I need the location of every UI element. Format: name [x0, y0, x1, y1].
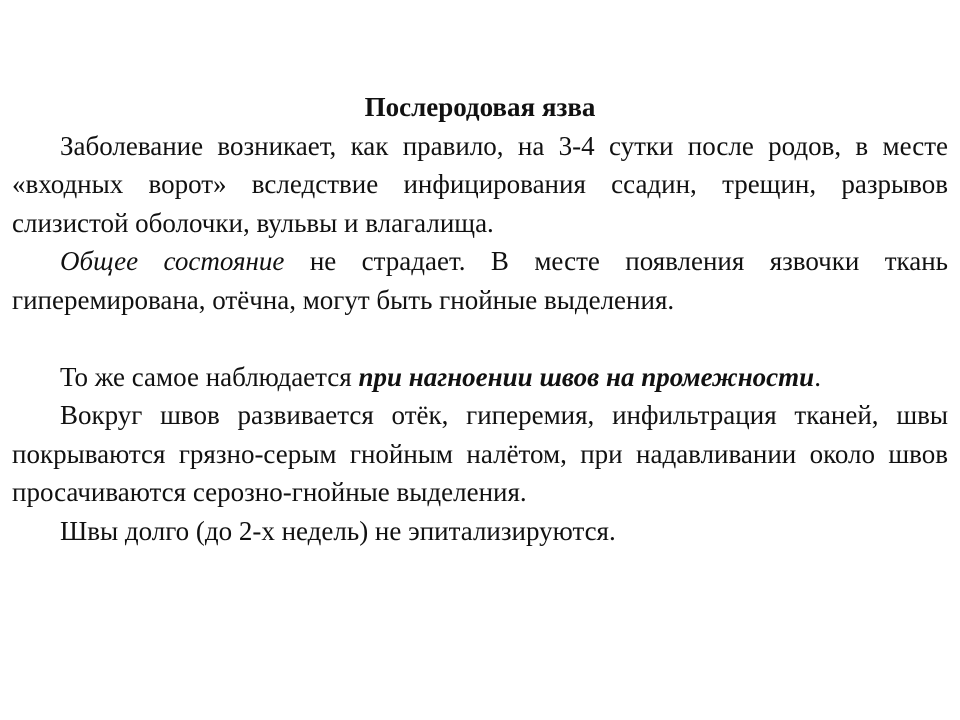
suture-emphasis: при нагноении швов на промежности	[358, 361, 815, 392]
spacer	[12, 319, 948, 358]
general-state-italic: Общее состояние	[60, 246, 285, 276]
paragraph-ulcer-onset: Заболевание возникает, как правило, на 3-4 сутки после родов, в месте «входных ворот» вследствие инфицирования ссадин, трещин, разрывов слизистой оболочки, вульвы и влагалища.	[12, 130, 948, 238]
paragraph-suture-symptoms: Вокруг швов развивается отёк, гиперемия, инфильтрация тканей, швы покрываются грязно-серым гнойным налётом, при надавливании около швов просачиваются серозно-гнойные выделения.	[12, 400, 948, 507]
suture-lead-text: То же самое наблюдается	[60, 361, 359, 392]
suture-tail: .	[814, 361, 821, 392]
paragraph-suture-healing: Швы долго (до 2-х недель) не эпитализируются.	[60, 515, 616, 546]
slide-content	[12, 88, 948, 550]
general-state-text: не страдает. В месте появления язвочки ткань гиперемирована, отёчна, могут быть гнойные выделения.	[12, 246, 948, 315]
paragraph-suture-suppuration	[12, 358, 948, 397]
paragraph-general-state	[12, 242, 948, 319]
slide-title: Послеродовая язва	[364, 92, 596, 122]
